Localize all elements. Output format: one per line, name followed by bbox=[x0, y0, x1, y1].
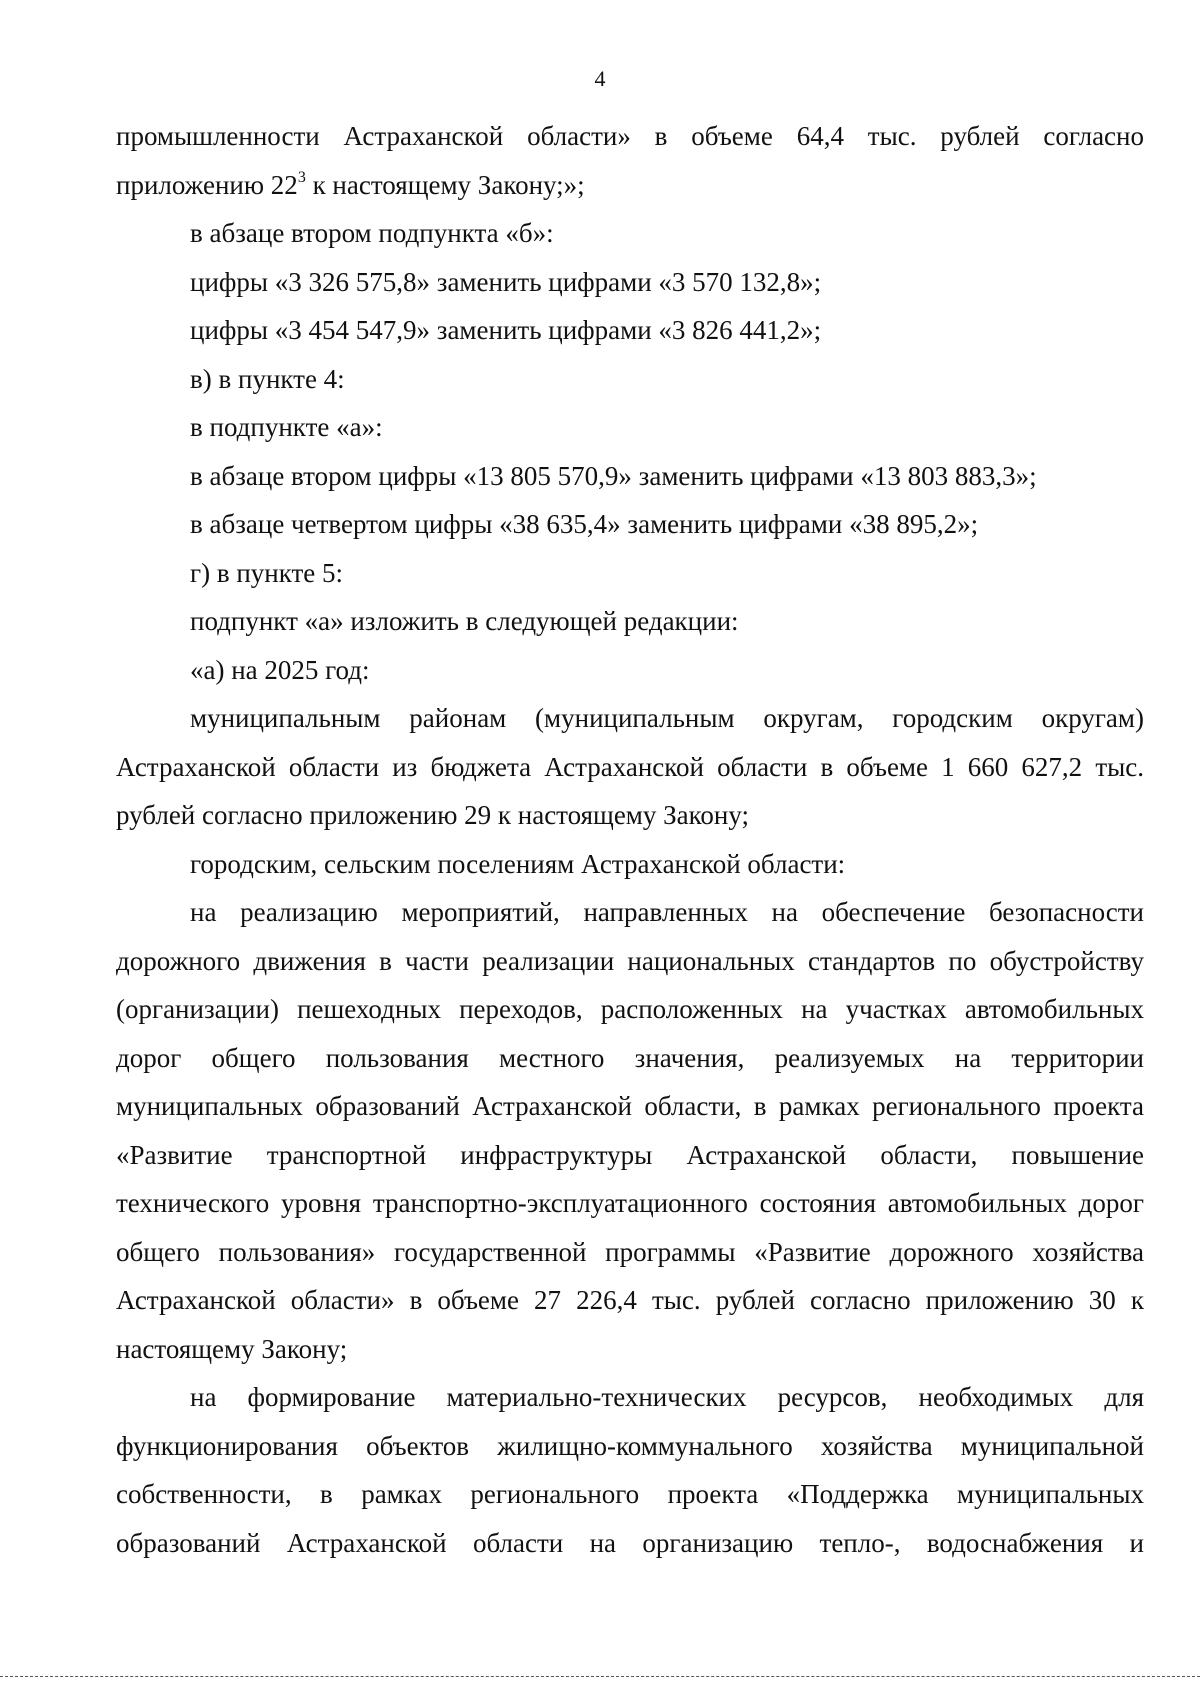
paragraph: на реализацию мероприятий, направленных на обеспечение безопасности дорожного движения в части реализации национальных стандартов по обустройству (организации) пешеходных переходов, расположенных на участках автомобильных дорог общего пользования местного значения, реализуемых на территории муниципальных образований Астраханской области, в рамках регионального проекта «Развитие транспортной инфраструктуры Астраханской области, повышение технического уровня транспортно-эксплуатационного состояния автомобильных дорог общего пользования» государственной программы «Развитие дорожного хозяйства Астраханской области» в объеме 27 226,4 тыс. рублей согласно приложению 30 к настоящему Закону; bbox=[116, 897, 1144, 1364]
page-bottom-divider bbox=[0, 1676, 1200, 1677]
paragraph-continuation bbox=[116, 112, 1144, 209]
paragraph: на формирование материально-технических ресурсов, необходимых для функционирования объектов жилищно-коммунального хозяйства муниципальной собственности, в рамках регионального проекта «Поддержка муниципальных образований Астраханской области на организацию тепло-, водоснабжения и bbox=[116, 1382, 1144, 1558]
paragraph-line: городским, сельским поселениям Астраханской области: bbox=[190, 848, 846, 879]
document-body bbox=[116, 112, 1144, 1567]
paragraph-line: цифры «3 454 547,9» заменить цифрами «3 826 441,2»; bbox=[190, 315, 822, 345]
paragraph-line: в) в пункте 4: bbox=[190, 363, 345, 394]
text-run: промышленности Астраханской области» в объеме 64,4 тыс. рублей согласно приложению 22 bbox=[116, 121, 1144, 200]
superscript: 3 bbox=[297, 168, 306, 186]
paragraph-line: цифры «3 326 575,8» заменить цифрами «3 570 132,8»; bbox=[190, 266, 822, 297]
paragraph-line: подпункт «а» изложить в следующей редакции: bbox=[190, 606, 739, 636]
paragraph-line: в подпункте «а»: bbox=[190, 412, 383, 442]
text-run: к настоящему Закону;»; bbox=[305, 169, 585, 200]
paragraph-line: «а) на 2025 год: bbox=[190, 654, 370, 685]
paragraph-line: в абзаце втором цифры «13 805 570,9» заменить цифрами «13 803 883,3»; bbox=[190, 460, 1037, 491]
paragraph: муниципальным районам (муниципальным округам, городским округам) Астраханской области из бюджета Астраханской области в объеме 1 660 627,2 тыс. рублей согласно приложению 29 к настоящему Закону; bbox=[116, 703, 1144, 830]
paragraph-line: г) в пункте 5: bbox=[190, 557, 344, 588]
paragraph-line: в абзаце четвертом цифры «38 635,4» заменить цифрами «38 895,2»; bbox=[190, 509, 979, 539]
page-number: 4 bbox=[594, 66, 606, 91]
paragraph-line: в абзаце втором подпункта «б»: bbox=[190, 218, 554, 248]
